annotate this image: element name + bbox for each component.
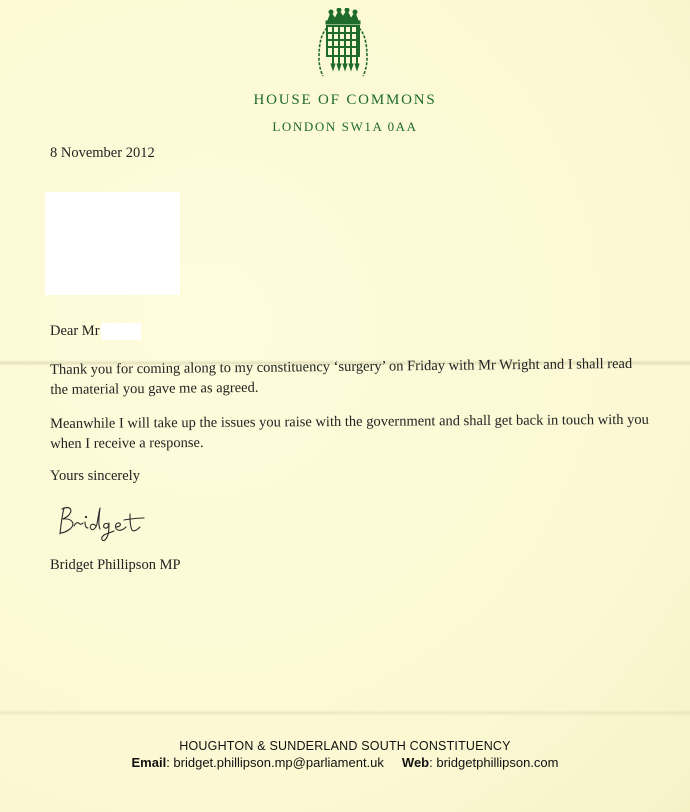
web-colon: :	[429, 755, 437, 770]
salutation	[50, 323, 141, 340]
body-paragraph-1: Thank you for coming along to my constituency ‘surgery’ on Friday with Mr Wright and I shall read the material you gave me as agreed.	[50, 355, 633, 398]
signer-name: Bridget Phillipson MP	[50, 557, 181, 573]
letterhead-title: HOUSE OF COMMONS	[253, 92, 437, 108]
salutation-text: Dear Mr	[50, 323, 100, 339]
footer-contact	[0, 755, 690, 770]
email-label: Email	[131, 755, 167, 770]
handwritten-signature	[52, 500, 172, 545]
letter-date: 8 November 2012	[50, 145, 155, 161]
web-label: Web	[401, 755, 430, 770]
website-link[interactable]: bridgetphillipson.com	[436, 755, 559, 770]
body-paragraph-2: Meanwhile I will take up the issues you raise with the government and shall get back in touch with you when I receive a response.	[50, 411, 649, 452]
footer-constituency: HOUGHTON & SUNDERLAND SOUTH CONSTITUENCY	[179, 739, 511, 753]
email-colon: :	[166, 755, 174, 770]
email-address-link[interactable]: bridget.phillipson.mp@parliament.uk	[173, 755, 384, 770]
redacted-recipient-name	[101, 323, 141, 340]
redacted-recipient-address	[45, 192, 180, 295]
portcullis-crest-icon	[313, 8, 373, 78]
letterhead-address: LONDON SW1A 0AA	[272, 119, 418, 134]
closing: Yours sincerely	[50, 468, 140, 484]
